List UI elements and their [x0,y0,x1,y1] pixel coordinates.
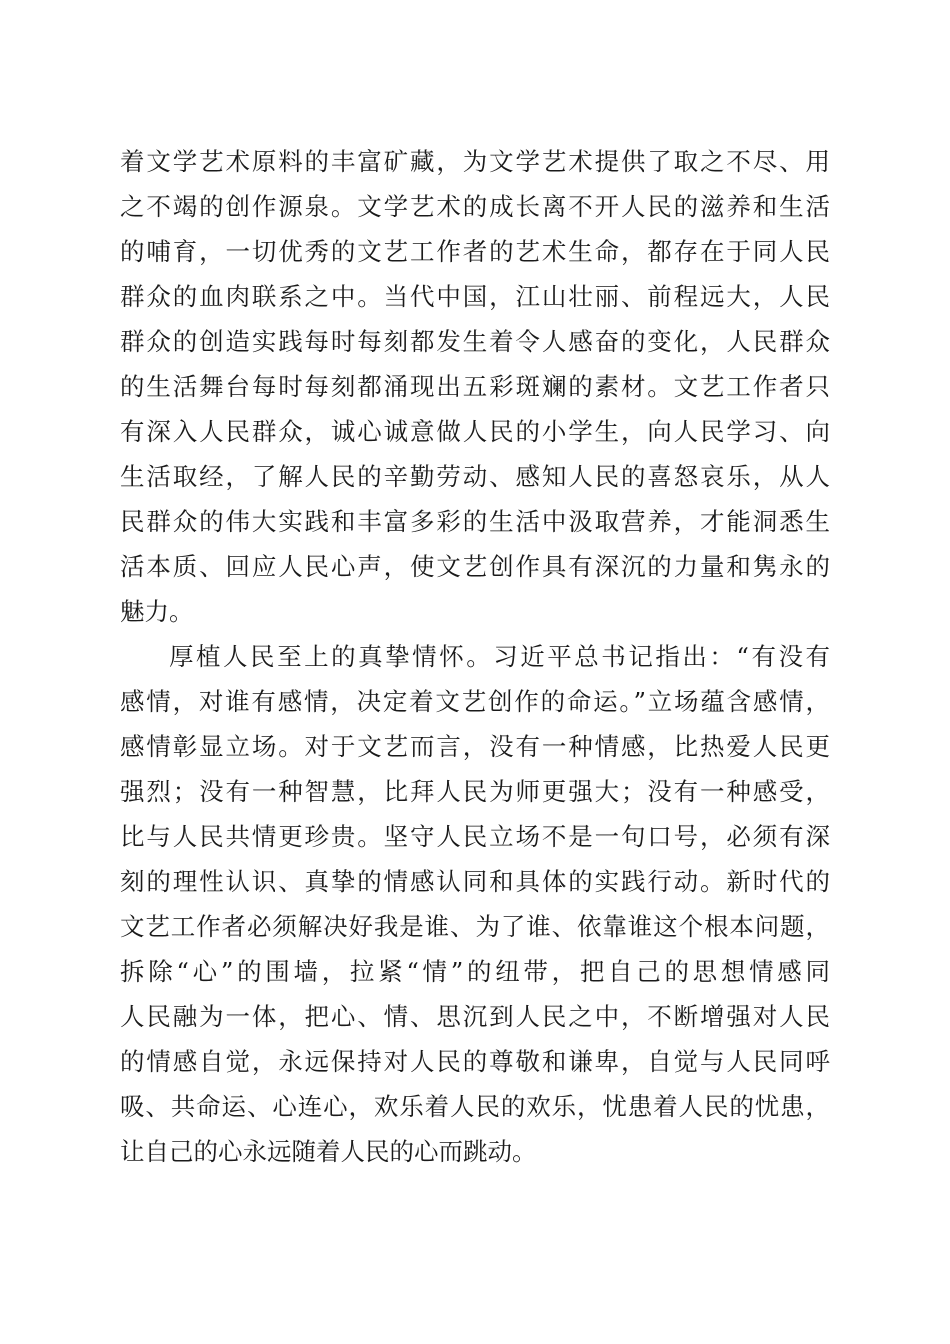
text-line: 魅力。 [120,597,194,626]
text-line: 有深入人民群众，诚心诚意做人民的小学生，向人民学习、向 [120,417,830,446]
text-line: 群众的血肉联系之中。当代中国，江山壮丽、前程远大，人民 [120,282,830,311]
text-line: 强烈；没有一种智慧，比拜人民为师更强大；没有一种感受， [120,777,830,806]
text-line: 厚植人民至上的真挚情怀。习近平总书记指出：“有没有 [169,642,830,671]
text-line: 群众的创造实践每时每刻都发生着令人感奋的变化，人民群众 [120,327,830,356]
text-line: 生活取经，了解人民的辛勤劳动、感知人民的喜怒哀乐，从人 [120,462,830,491]
text-line: 的哺育，一切优秀的文艺工作者的艺术生命，都存在于同人民 [120,237,830,266]
text-line: 活本质、回应人民心声，使文艺创作具有深沉的力量和隽永的 [120,552,830,581]
paragraph-1 [120,139,830,634]
text-line: 感情，对谁有感情，决定着文艺创作的命运。”立场蕴含感情， [120,687,830,716]
body-text [120,139,830,1174]
paragraph-2 [120,634,830,1174]
text-line: 的生活舞台每时每刻都涌现出五彩斑斓的素材。文艺工作者只 [120,372,830,401]
text-line: 吸、共命运、心连心，欢乐着人民的欢乐，忧患着人民的忧患， [120,1092,830,1121]
text-line: 让自己的心永远随着人民的心而跳动。 [120,1137,537,1166]
text-line: 着文学艺术原料的丰富矿藏，为文学艺术提供了取之不尽、用 [120,147,830,176]
text-line: 比与人民共情更珍贵。坚守人民立场不是一句口号，必须有深 [120,822,830,851]
text-line: 民群众的伟大实践和丰富多彩的生活中汲取营养，才能洞悉生 [120,507,830,536]
text-line: 之不竭的创作源泉。文学艺术的成长离不开人民的滋养和生活 [120,192,830,221]
text-line: 的情感自觉，永远保持对人民的尊敬和谦卑，自觉与人民同呼 [120,1047,830,1076]
text-line: 文艺工作者必须解决好我是谁、为了谁、依靠谁这个根本问题， [120,912,830,941]
text-line: 拆除“心”的围墙，拉紧“情”的纽带，把自己的思想情感同 [120,957,830,986]
text-line: 感情彰显立场。对于文艺而言，没有一种情感，比热爱人民更 [120,732,830,761]
text-line: 刻的理性认识、真挚的情感认同和具体的实践行动。新时代的 [120,867,830,896]
text-line: 人民融为一体，把心、情、思沉到人民之中，不断增强对人民 [120,1002,830,1031]
